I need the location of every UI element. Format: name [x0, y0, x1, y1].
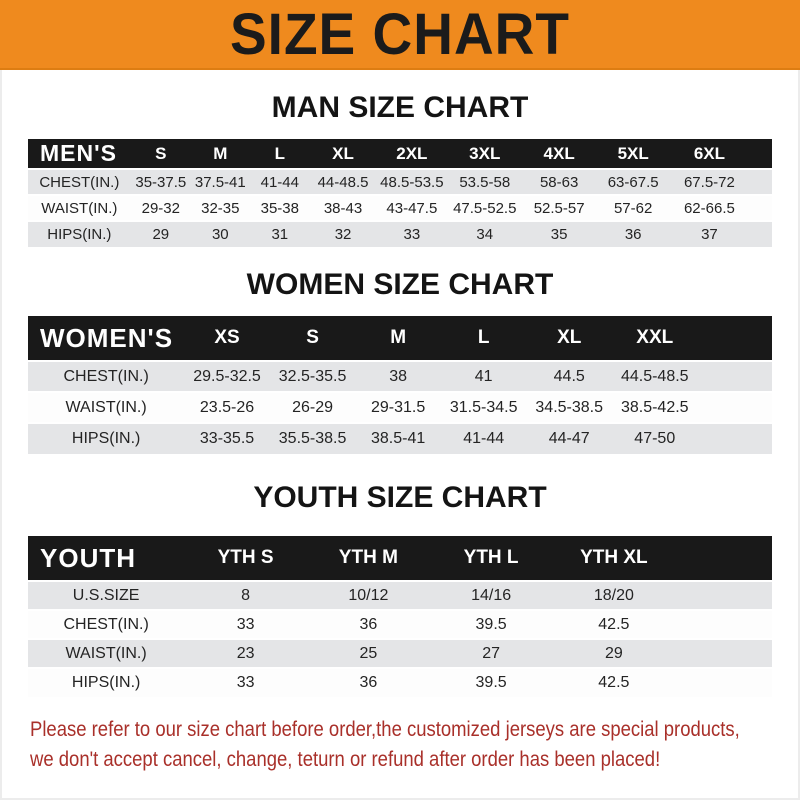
men-size-table: [28, 139, 772, 247]
size-value: 42.5: [552, 668, 675, 697]
row-filler: [698, 423, 772, 454]
row-filler: [749, 195, 772, 221]
size-value: 10/12: [307, 581, 430, 610]
size-value: 47-50: [612, 423, 698, 454]
size-value: 48.5-53.5: [376, 169, 447, 195]
size-value: 47.5-52.5: [448, 195, 522, 221]
size-value: 31: [250, 221, 310, 247]
column-header: XXL: [612, 316, 698, 361]
size-value: 42.5: [552, 610, 675, 639]
size-value: 30: [191, 221, 250, 247]
row-filler: [675, 581, 772, 610]
table-row: [28, 639, 772, 668]
size-value: 39.5: [430, 668, 553, 697]
size-value: 29: [131, 221, 191, 247]
note-line-1: Please refer to our size chart before order,the customized jerseys are special products,: [30, 718, 740, 741]
size-value: 25: [307, 639, 430, 668]
size-value: 37: [670, 221, 749, 247]
row-label: CHEST(IN.): [28, 361, 184, 392]
size-value: 18/20: [552, 581, 675, 610]
column-header: 2XL: [376, 139, 447, 169]
size-value: 29-32: [131, 195, 191, 221]
size-value: 27: [430, 639, 553, 668]
column-header: S: [270, 316, 356, 361]
table-title: MEN'S: [28, 139, 131, 169]
size-value: 41: [441, 361, 527, 392]
column-header: XL: [526, 316, 612, 361]
size-value: 38: [355, 361, 441, 392]
column-header: M: [355, 316, 441, 361]
note-line-2: we don't accept cancel, change, teturn or refund after order has been placed!: [30, 748, 661, 771]
section-women: [0, 269, 800, 454]
size-value: 38-43: [310, 195, 376, 221]
table-row: [28, 169, 772, 195]
row-label: U.S.SIZE: [28, 581, 184, 610]
size-value: 8: [184, 581, 307, 610]
size-value: 36: [307, 610, 430, 639]
banner-title: SIZE CHART: [230, 0, 570, 67]
size-value: 29-31.5: [355, 392, 441, 423]
size-value: 57-62: [596, 195, 670, 221]
header-filler: [749, 139, 772, 169]
row-label: WAIST(IN.): [28, 639, 184, 668]
youth-section-heading: YOUTH SIZE CHART: [253, 481, 547, 514]
row-filler: [749, 221, 772, 247]
table-row: [28, 392, 772, 423]
column-header: YTH L: [430, 536, 553, 581]
size-value: 41-44: [441, 423, 527, 454]
size-value: 44-47: [526, 423, 612, 454]
column-header: 4XL: [522, 139, 596, 169]
row-filler: [675, 668, 772, 697]
column-header: L: [250, 139, 310, 169]
size-value: 38.5-42.5: [612, 392, 698, 423]
row-filler: [749, 169, 772, 195]
column-header: 3XL: [448, 139, 522, 169]
size-value: 33: [184, 668, 307, 697]
table-row: [28, 610, 772, 639]
column-header: 6XL: [670, 139, 749, 169]
section-men: [0, 92, 800, 247]
size-value: 35-38: [250, 195, 310, 221]
footer-note: [30, 715, 799, 775]
header-row: [28, 536, 772, 581]
size-value: 26-29: [270, 392, 356, 423]
size-value: 37.5-41: [191, 169, 250, 195]
size-value: 32-35: [191, 195, 250, 221]
size-value: 33-35.5: [184, 423, 270, 454]
size-value: 33: [376, 221, 447, 247]
size-value: 36: [596, 221, 670, 247]
row-filler: [698, 361, 772, 392]
section-youth: [0, 482, 800, 697]
size-value: 39.5: [430, 610, 553, 639]
column-header: XL: [310, 139, 376, 169]
table-title: YOUTH: [28, 536, 184, 581]
size-value: 58-63: [522, 169, 596, 195]
size-value: 36: [307, 668, 430, 697]
size-value: 33: [184, 610, 307, 639]
table-row: [28, 195, 772, 221]
header-row: [28, 316, 772, 361]
size-value: 32: [310, 221, 376, 247]
size-value: 23.5-26: [184, 392, 270, 423]
row-label: HIPS(IN.): [28, 221, 131, 247]
size-value: 23: [184, 639, 307, 668]
banner: [0, 0, 800, 70]
row-filler: [675, 610, 772, 639]
row-filler: [698, 392, 772, 423]
column-header: L: [441, 316, 527, 361]
row-label: HIPS(IN.): [28, 423, 184, 454]
column-header: M: [191, 139, 250, 169]
column-header: YTH S: [184, 536, 307, 581]
column-header: YTH M: [307, 536, 430, 581]
row-filler: [675, 639, 772, 668]
size-value: 41-44: [250, 169, 310, 195]
size-value: 35: [522, 221, 596, 247]
table-title: WOMEN'S: [28, 316, 184, 361]
size-value: 35.5-38.5: [270, 423, 356, 454]
size-value: 34: [448, 221, 522, 247]
row-label: CHEST(IN.): [28, 169, 131, 195]
size-value: 44-48.5: [310, 169, 376, 195]
table-row: [28, 221, 772, 247]
size-value: 43-47.5: [376, 195, 447, 221]
table-row: [28, 581, 772, 610]
size-value: 29: [552, 639, 675, 668]
header-filler: [698, 316, 772, 361]
size-value: 35-37.5: [131, 169, 191, 195]
column-header: XS: [184, 316, 270, 361]
row-label: CHEST(IN.): [28, 610, 184, 639]
column-header: S: [131, 139, 191, 169]
size-value: 44.5-48.5: [612, 361, 698, 392]
size-value: 62-66.5: [670, 195, 749, 221]
size-value: 31.5-34.5: [441, 392, 527, 423]
youth-size-table: [28, 536, 772, 697]
size-value: 67.5-72: [670, 169, 749, 195]
size-value: 32.5-35.5: [270, 361, 356, 392]
women-size-table: [28, 316, 772, 454]
column-header: 5XL: [596, 139, 670, 169]
size-value: 63-67.5: [596, 169, 670, 195]
header-row: [28, 139, 772, 169]
size-value: 14/16: [430, 581, 553, 610]
men-section-heading: MAN SIZE CHART: [271, 91, 529, 124]
size-value: 53.5-58: [448, 169, 522, 195]
table-row: [28, 423, 772, 454]
size-value: 34.5-38.5: [526, 392, 612, 423]
table-row: [28, 668, 772, 697]
column-header: YTH XL: [552, 536, 675, 581]
size-value: 52.5-57: [522, 195, 596, 221]
row-label: HIPS(IN.): [28, 668, 184, 697]
row-label: WAIST(IN.): [28, 195, 131, 221]
size-value: 44.5: [526, 361, 612, 392]
women-section-heading: WOMEN SIZE CHART: [246, 268, 554, 301]
size-value: 38.5-41: [355, 423, 441, 454]
table-row: [28, 361, 772, 392]
size-value: 29.5-32.5: [184, 361, 270, 392]
row-label: WAIST(IN.): [28, 392, 184, 423]
header-filler: [675, 536, 772, 581]
